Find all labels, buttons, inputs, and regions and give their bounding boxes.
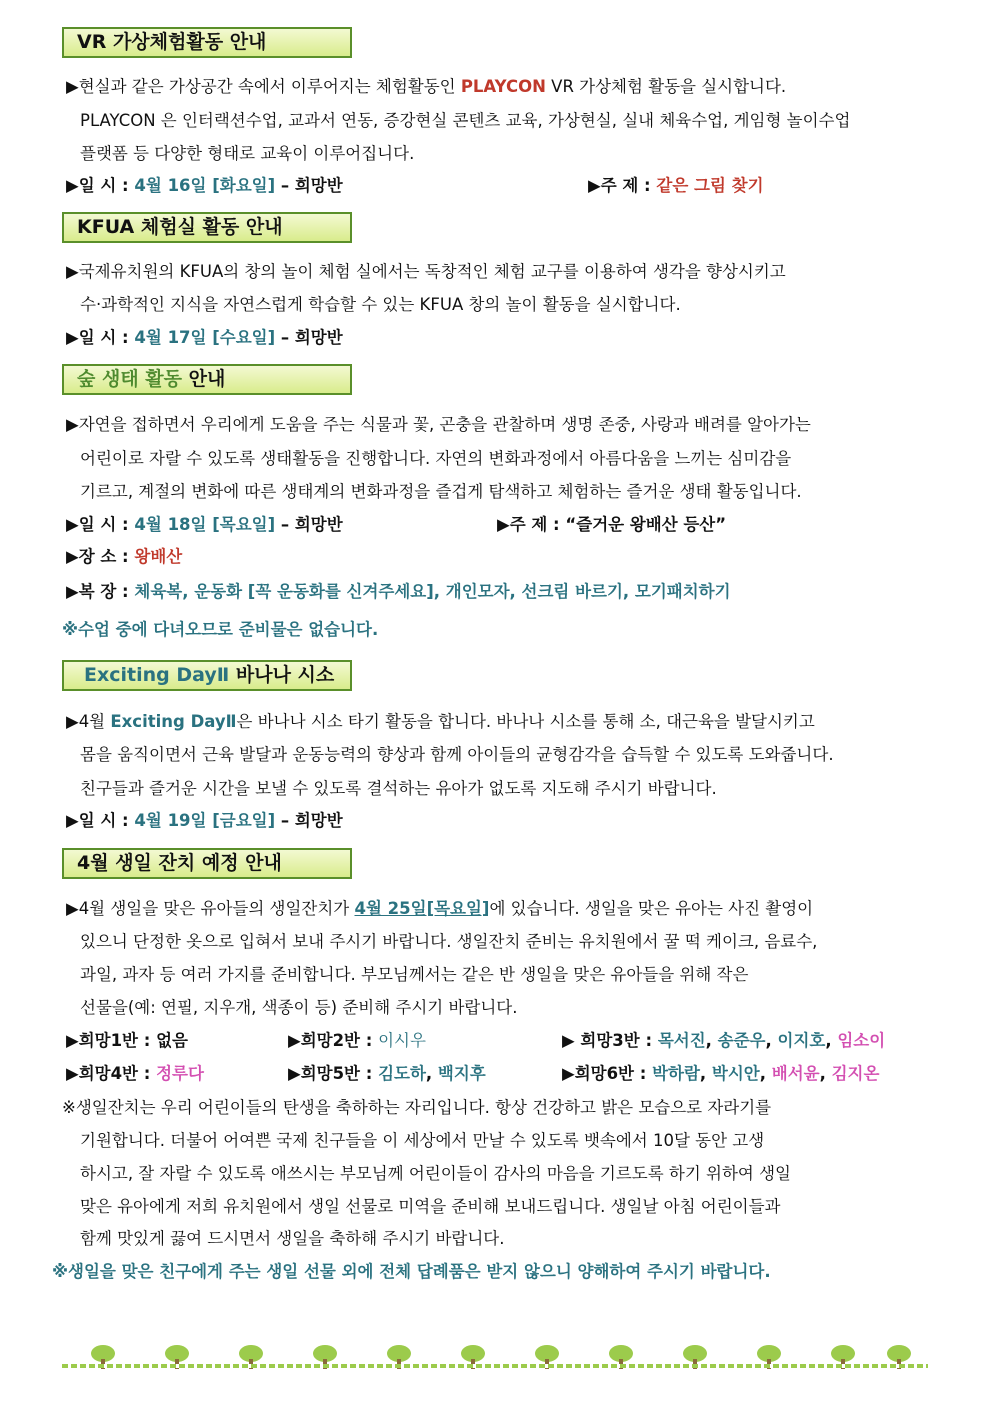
playcon-highlight: PLAYCON xyxy=(460,77,546,96)
child-name: 송준우 xyxy=(717,1031,766,1050)
vr-paragraph-line-3: 플랫폼 등 다양한 형태로 교육이 이루어집니다. xyxy=(80,144,415,163)
date-value: 4월 16일 [화요일] xyxy=(134,176,276,195)
class-label: ▶ 희망3반 : xyxy=(562,1031,658,1050)
birthday-note-line-4: 맞은 유아에게 저희 유치원에서 생일 선물로 미역을 준비해 보내드립니다. 생일날 아침 어린이들과 xyxy=(80,1197,781,1216)
separator: , xyxy=(825,1031,838,1050)
topic-value: 같은 그림 찾기 xyxy=(656,176,764,195)
class-name: – 희망반 xyxy=(275,328,343,347)
forest-clothing-line xyxy=(66,582,731,602)
class-name: – 희망반 xyxy=(275,515,343,534)
child-name: 이지호 xyxy=(777,1031,826,1050)
forest-paragraph-line-3: 기르고, 계절의 변화에 따른 생태계의 변화과정을 즐겁게 탐색하고 체험하는 즐거운 생태 활동입니다. xyxy=(80,482,802,501)
forest-heading-suffix: 안내 xyxy=(182,368,226,390)
class-value: 이시우 xyxy=(378,1031,426,1050)
child-name: 배서윤 xyxy=(771,1064,820,1083)
child-name: 목서진 xyxy=(657,1031,706,1050)
class-label: ▶희망1반 : xyxy=(66,1031,157,1050)
exciting-text: ▶4월 xyxy=(66,712,111,731)
separator: , xyxy=(699,1064,712,1083)
kfua-paragraph-line-2: 수·과학적인 지식을 자연스럽게 학습할 수 있는 KFUA 창의 놀이 활동을 실시합니다. xyxy=(80,295,681,314)
exciting-date-line xyxy=(66,811,343,831)
birthday-text: ▶4월 생일을 맞은 유아들의 생일잔치가 xyxy=(66,899,355,918)
forest-paragraph-line-2: 어린이로 자랄 수 있도록 생태활동을 진행합니다. 자연의 변화과정에서 아름다움을 느끼는 심미감을 xyxy=(80,449,792,468)
child-name: 김지온 xyxy=(831,1064,880,1083)
forest-heading xyxy=(62,364,352,395)
forest-place-line xyxy=(66,547,182,567)
kfua-paragraph-line-1: ▶국제유치원의 KFUA의 창의 놀이 체험 실에서는 독창적인 체험 교구를 이용하여 생각을 향상시키고 xyxy=(66,262,786,281)
date-value: 4월 17일 [수요일] xyxy=(134,328,276,347)
birthday-paragraph-line-4: 선물을(예: 연필, 지우개, 색종이 등) 준비해 주시기 바랍니다. xyxy=(80,998,518,1017)
date-label: ▶일 시 : xyxy=(66,515,135,534)
birthday-paragraph-line-2: 있으니 단정한 옷으로 입혀서 보내 주시기 바랍니다. 생일잔치 준비는 유치원에서 꿀 떡 케이크, 음료수, xyxy=(80,932,818,951)
class-label: ▶희망6반 : xyxy=(562,1064,653,1083)
place-value: 왕배산 xyxy=(134,547,183,566)
birthday-text: 에 있습니다. 생일을 맞은 유아는 사진 촬영이 xyxy=(489,899,814,918)
birthday-paragraph-line-3: 과일, 과자 등 여러 가지를 준비합니다. 부모님께서는 같은 반 생일을 맞은 유아들을 위해 작은 xyxy=(80,965,749,984)
child-name: 백지후 xyxy=(437,1064,486,1083)
clothing-label: ▶복 장 : xyxy=(66,582,135,601)
exciting-heading xyxy=(62,660,352,691)
forest-date-line xyxy=(66,515,343,535)
clothing-value: 체육복, 운동화 [꼭 운동화를 신겨주세요], 개인모자, 선크림 바르기, 모기패치하기 xyxy=(134,582,731,601)
topic-label: ▶주 제 : xyxy=(588,176,657,195)
ground-line xyxy=(62,1364,928,1368)
separator: , xyxy=(705,1031,718,1050)
topic-value: “즐거운 왕배산 등산” xyxy=(565,515,727,534)
vr-text: VR 가상체험 활동을 실시합니다. xyxy=(545,77,787,96)
birthday-note-line-5: 함께 맛있게 끓여 드시면서 생일을 축하해 주시기 바랍니다. xyxy=(80,1229,505,1248)
class-label: ▶희망2반 : xyxy=(288,1031,379,1050)
vr-date-line xyxy=(66,176,343,196)
date-label: ▶일 시 : xyxy=(66,328,135,347)
exciting-paragraph-line-2: 몸을 움직이면서 근육 발달과 운동능력의 향상과 함께 아이들의 균형감각을 습득할 수 있도록 도와줍니다. xyxy=(80,745,834,764)
class-name: – 희망반 xyxy=(275,811,343,830)
birthday-date-highlight: 4월 25일[목요일] xyxy=(354,899,490,918)
exciting-paragraph-line-3: 친구들과 즐거운 시간을 보낼 수 있도록 결석하는 유아가 없도록 지도해 주시기 바랍니다. xyxy=(80,779,717,798)
forest-note: ※수업 중에 다녀오므로 준비물은 없습니다. xyxy=(62,620,379,639)
class-value: 없음 xyxy=(156,1031,188,1050)
child-name: 김도하 xyxy=(378,1064,426,1083)
forest-paragraph-line-1: ▶자연을 접하면서 우리에게 도움을 주는 식물과 꽃, 곤충을 관찰하며 생명 존중, 사랑과 배려를 알아가는 xyxy=(66,415,811,434)
child-name: 임소이 xyxy=(837,1031,886,1050)
date-value: 4월 18일 [목요일] xyxy=(134,515,276,534)
class-label: ▶희망4반 : xyxy=(66,1064,157,1083)
vr-topic-line xyxy=(588,176,764,196)
separator: , xyxy=(759,1064,772,1083)
birthday-heading: 4월 생일 잔치 예정 안내 xyxy=(62,848,352,879)
birthday-note-line-3: 하시고, 잘 자랄 수 있도록 애쓰시는 부모님께 어린이들이 감사의 마음을 기르도록 하기 위하여 생일 xyxy=(80,1164,791,1183)
forest-topic-line xyxy=(497,515,726,535)
birthday-paragraph-line-1 xyxy=(66,899,813,919)
class4-line xyxy=(66,1064,204,1084)
exciting-paragraph-line-1 xyxy=(66,712,815,732)
class2-line xyxy=(288,1031,426,1051)
class-name: – 희망반 xyxy=(275,176,343,195)
date-label: ▶일 시 : xyxy=(66,811,135,830)
exciting-heading-suffix: 바나나 시소 xyxy=(229,664,335,686)
vr-heading: VR 가상체험활동 안내 xyxy=(62,27,352,58)
separator: , xyxy=(765,1031,778,1050)
vr-text: ▶현실과 같은 가상공간 속에서 이루어지는 체험활동인 xyxy=(66,77,461,96)
exciting-day-highlight: Exciting DayⅡ xyxy=(110,712,237,731)
topic-label: ▶주 제 : xyxy=(497,515,566,534)
child-name: 정루다 xyxy=(156,1064,204,1083)
birthday-note-line-1: ※생일잔치는 우리 어린이들의 탄생을 축하하는 자리입니다. 항상 건강하고 밝은 모습으로 자라기를 xyxy=(62,1098,772,1117)
class1-line xyxy=(66,1031,188,1051)
birthday-final-note: ※생일을 맞은 친구에게 주는 생일 선물 외에 전체 답례품은 받지 않으니 양해하여 주시기 바랍니다. xyxy=(52,1262,771,1281)
separator: , xyxy=(819,1064,832,1083)
exciting-heading-highlight: Exciting DayⅡ xyxy=(84,664,230,686)
date-value: 4월 19일 [금요일] xyxy=(134,811,276,830)
child-name: 박시안 xyxy=(711,1064,760,1083)
class6-line xyxy=(562,1064,879,1084)
class3-line xyxy=(562,1031,885,1051)
exciting-text: 은 바나나 시소 타기 활동을 합니다. 바나나 시소를 통해 소, 대근육을 발달시키고 xyxy=(236,712,815,731)
kfua-date-line xyxy=(66,328,343,348)
place-label: ▶장 소 : xyxy=(66,547,135,566)
kfua-heading: KFUA 체험실 활동 안내 xyxy=(62,212,352,243)
child-name: 박하람 xyxy=(652,1064,700,1083)
vr-paragraph-line-2: PLAYCON 은 인터랙션수업, 교과서 연동, 증강현실 콘텐츠 교육, 가상현실, 실내 체육수업, 게임형 놀이수업 xyxy=(80,111,851,130)
forest-heading-highlight: 숲 생태 활동 xyxy=(77,368,182,390)
separator: , xyxy=(425,1064,438,1083)
class-label: ▶희망5반 : xyxy=(288,1064,379,1083)
vr-paragraph-line-1 xyxy=(66,77,786,97)
class5-line xyxy=(288,1064,486,1084)
birthday-note-line-2: 기원합니다. 더불어 어여쁜 국제 친구들을 이 세상에서 만날 수 있도록 뱃속에서 10달 동안 고생 xyxy=(80,1131,765,1150)
date-label: ▶일 시 : xyxy=(66,176,135,195)
